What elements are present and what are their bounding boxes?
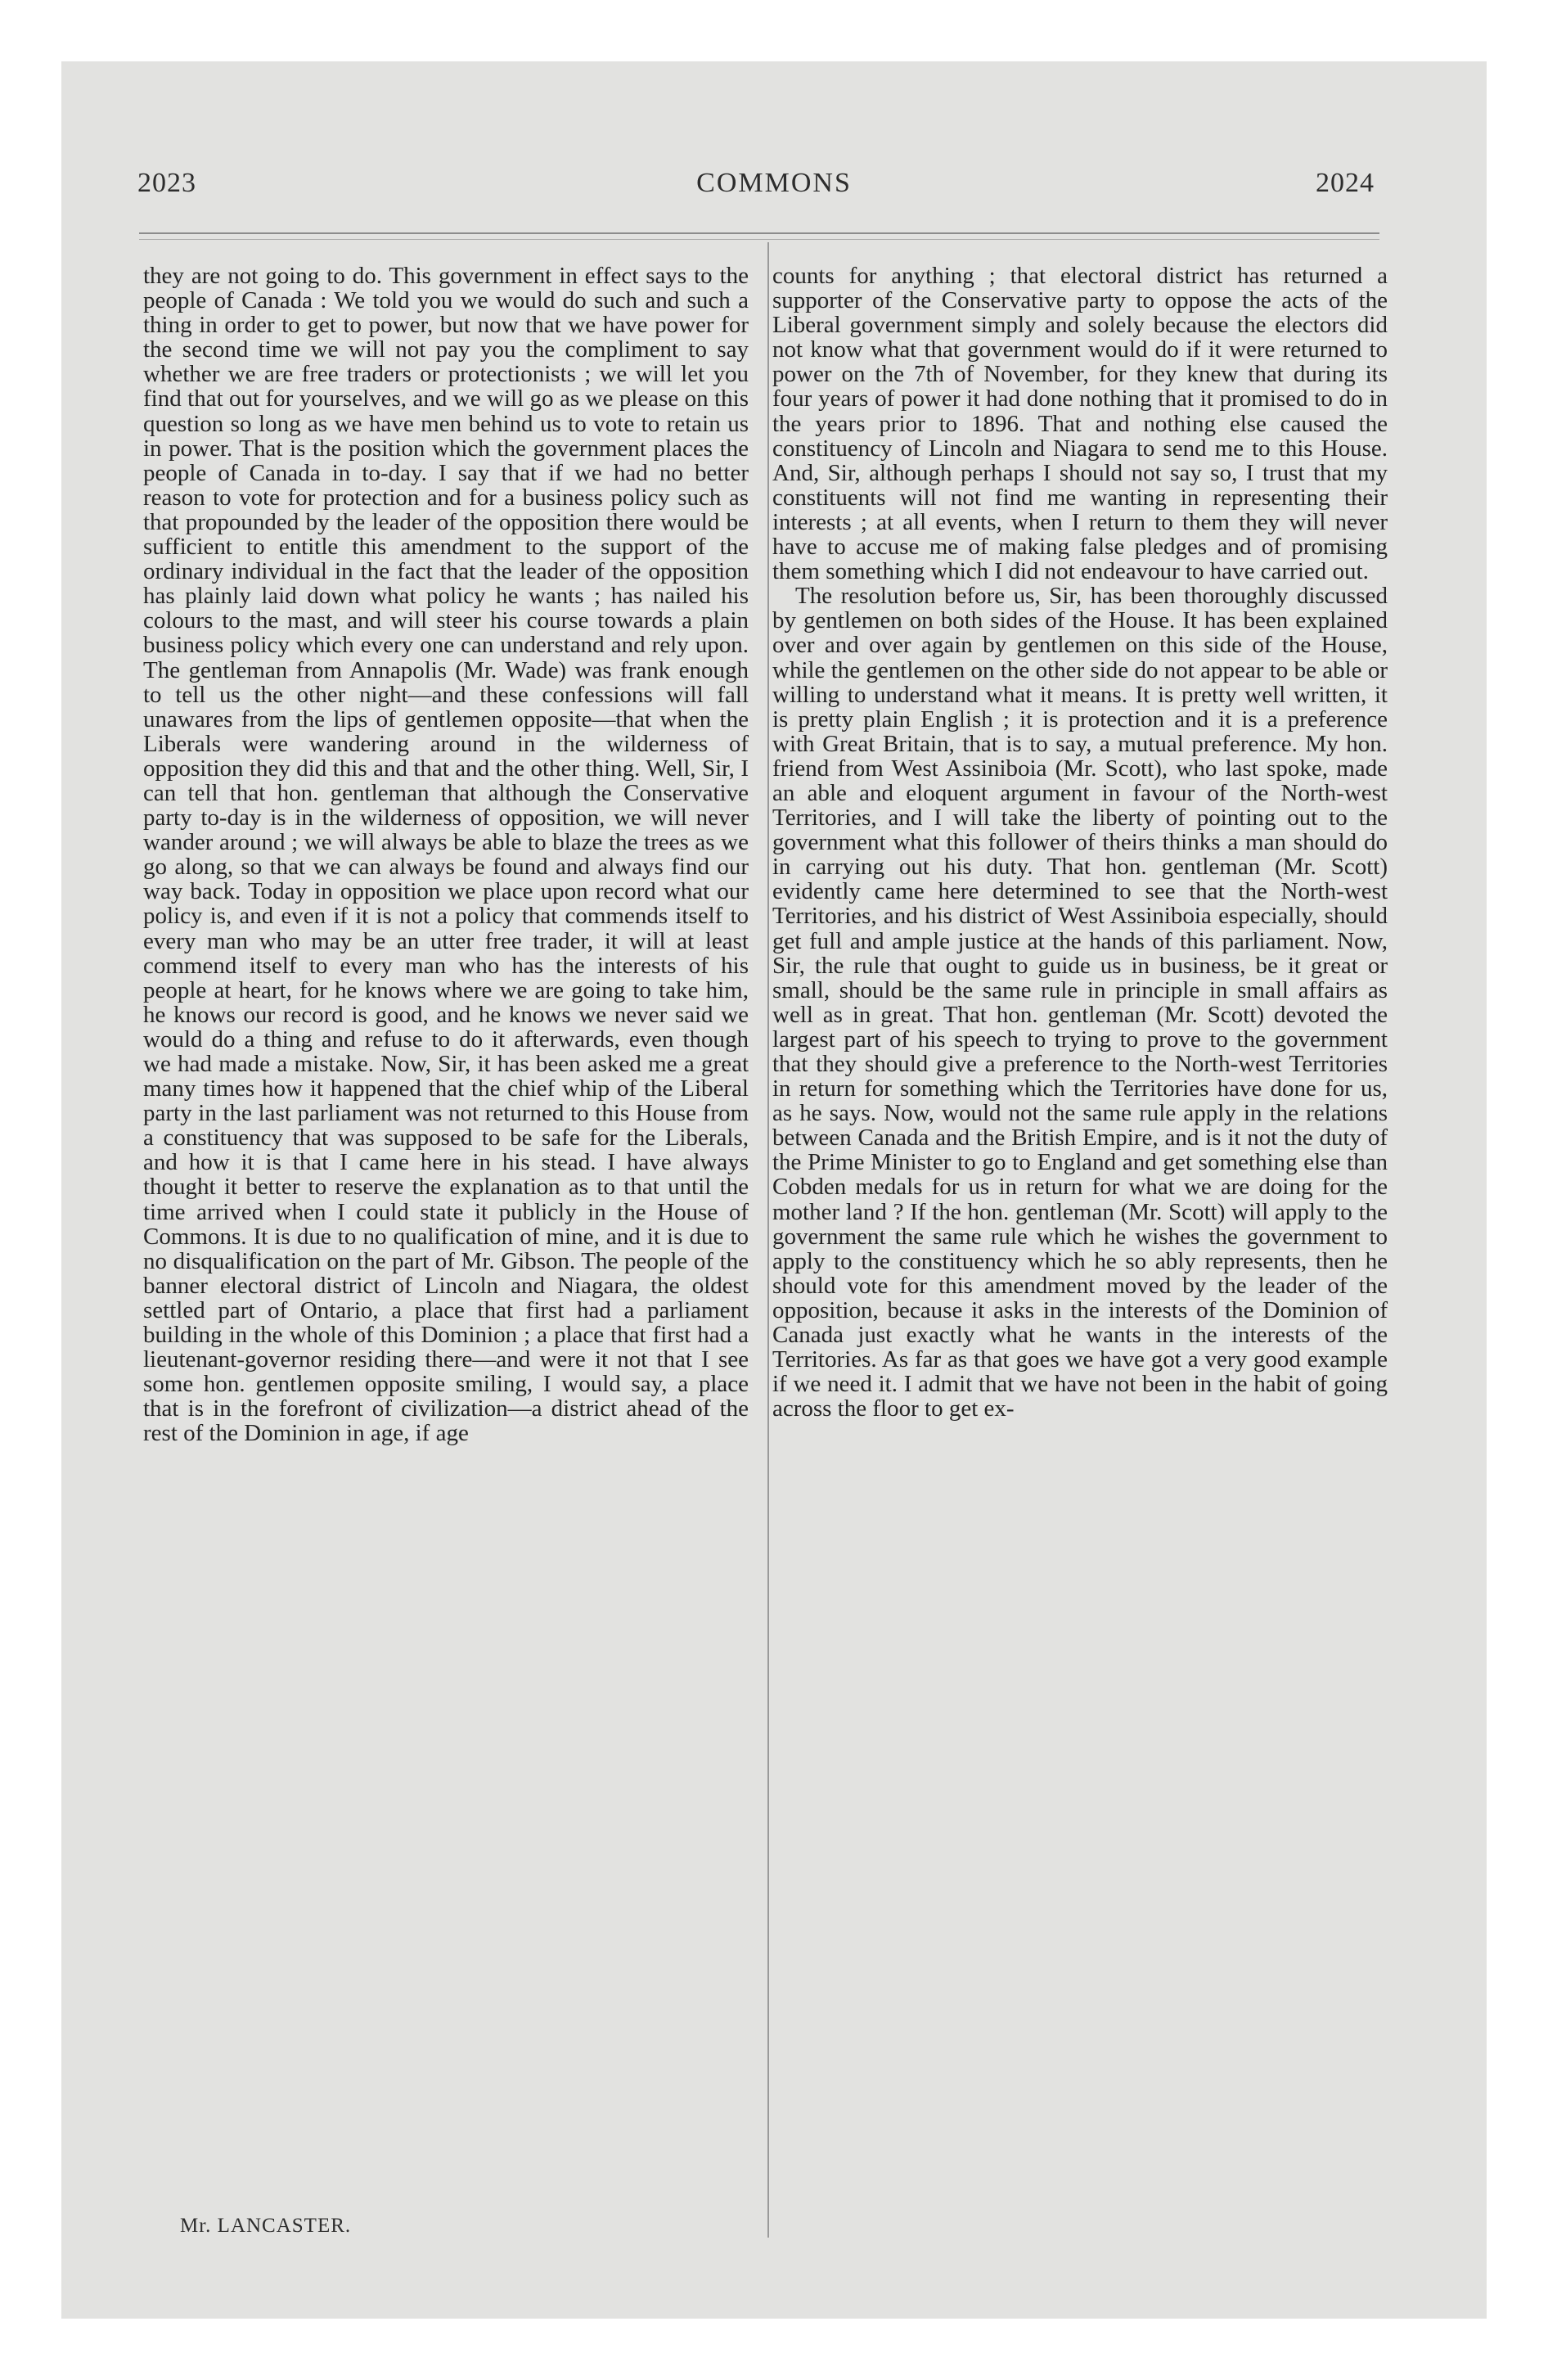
left-page-number: 2023 xyxy=(137,168,196,198)
header-rule-secondary xyxy=(139,239,1379,240)
right-page-number: 2024 xyxy=(1316,168,1375,198)
speaker-footer: Mr. LANCASTER. xyxy=(180,2215,352,2237)
left-column-paragraph-1: they are not going to do. This government in effect says to the people of Canada : We told you we would do such and such a thing in order to get to power, but now that we have power for the second time we will not pay you the compliment to say whether we are free traders or protectionists ; we will let you find that out for yourselves, and we will go as we please on this question so long as we have men behind us to vote to retain us in power. That is the position which the government places the people of Canada in to-day. I say that if we had no better reason to vote for protection and for a business policy such as that propounded by the leader of the opposition there would be sufficient to entitle this amendment to the support of the ordinary individual in the fact that the leader of the opposition has plainly laid down what policy he wants ; has nailed his colours to the mast, and will steer his course towards a plain business policy which every one can understand and rely upon. The gentleman from Annapolis (Mr. Wade) was frank enough to tell us the other night—and these confessions will fall unawares from the lips of gentlemen opposite—that when the Liberals were wandering around in the wilderness of opposition they did this and that and the other thing. Well, Sir, I can tell that hon. gentleman that although the Conservative party to-day is in the wilderness of opposition, we will never wander around ; we will always be able to blaze the trees as we go along, so that we can always be found and always find our way back. Today in opposition we place upon record what our policy is, and even if it is not a policy that commends itself to every man who may be an utter free trader, it will at least commend itself to every man who has the interests of his people at heart, for he knows where we are going to take him, he knows our record is good, and he knows we never said we would do a thing and refuse to do it afterwards, even though we had made a mistake. Now, Sir, it has been asked me a great many times how it happened that the chief whip of the Liberal party in the last parliament was not returned to this House from a constituency that was supposed to be safe for the Liberals, and how it is that I came here in his stead. I have always thought it better to reserve the explanation as to that until the time arrived when I could state it publicly in the House of Commons. It is due to no qualification of mine, and it is due to no disqualification on the part of Mr. Gibson. The people of the banner electoral district of Lincoln and Niagara, the oldest settled part of Ontario, a place that first had a parliament building in the whole of this Dominion ; a place that first had a lieutenant-governor residing there—and were it not that I see some hon. gentlemen opposite smiling, I would say, a place that is in the forefront of civilization—a district ahead of the rest of the Dominion in age, if age xyxy=(143,263,749,1447)
right-column-paragraph-2: The resolution before us, Sir, has been thoroughly discussed by gentlemen on both sides of the House. It has been explained over and over again by gentlemen on this side of the House, while the gentlemen on the other side do not appear to be able or willing to understand what it means. It is pretty well written, it is pretty plain English ; it is protection and it is a preference with Great Britain, that is to say, a mutual preference. My hon. friend from West Assiniboia (Mr. Scott), who last spoke, made an able and eloquent argument in favour of the North-west Territories, and I will take the liberty of pointing out to the government what this follower of theirs thinks a man should do in carrying out his duty. That hon. gentleman (Mr. Scott) evidently came here determined to see that the North-west Territories, and his district of West Assiniboia especially, should get full and ample justice at the hands of this parliament. Now, Sir, the rule that ought to guide us in business, be it great or small, should be the same rule in principle in small affairs as well as in great. That hon. gentleman (Mr. Scott) devoted the largest part of his speech to trying to prove to the government that they should give a preference to the North-west Territories in return for something which the Territories have done for us, as he says. Now, would not the same rule apply in the relations between Canada and the British Empire, and is it not the duty of the Prime Minister to go to England and get something else than Cobden medals for us in return for what we are doing for the mother land ? If the hon. gentleman (Mr. Scott) will apply to the government the same rule which he wishes the government to apply to the constituency which he so ably represents, then he should vote for this amendment moved by the leader of the opposition, because it asks in the interests of the Dominion of Canada just exactly what he wants in the interests of the Territories. As far as that goes we have got a very good example if we need it. I admit that we have not been in the habit of going across the floor to get ex- xyxy=(772,583,1388,1422)
column-divider xyxy=(767,242,769,2238)
header-rule xyxy=(139,232,1379,234)
right-column xyxy=(772,264,1388,1421)
page-title: COMMONS xyxy=(696,168,852,198)
right-column-paragraph-1: counts for anything ; that electoral district has returned a supporter of the Conservative party to oppose the acts of the Liberal government simply and solely because the electors did not know what that government would do if it were returned to power on the 7th of November, for they knew that during its four years of power it had done nothing that it promised to do in the years prior to 1896. That and nothing else caused the constituency of Lincoln and Niagara to send me to this House. And, Sir, although perhaps I should not say so, I trust that my constituents will not find me wanting in representing their interests ; at all events, when I return to them they will never have to accuse me of making false pledges and of promising them something which I did not endeavour to have carried out. xyxy=(772,263,1388,585)
left-column xyxy=(143,264,749,1446)
